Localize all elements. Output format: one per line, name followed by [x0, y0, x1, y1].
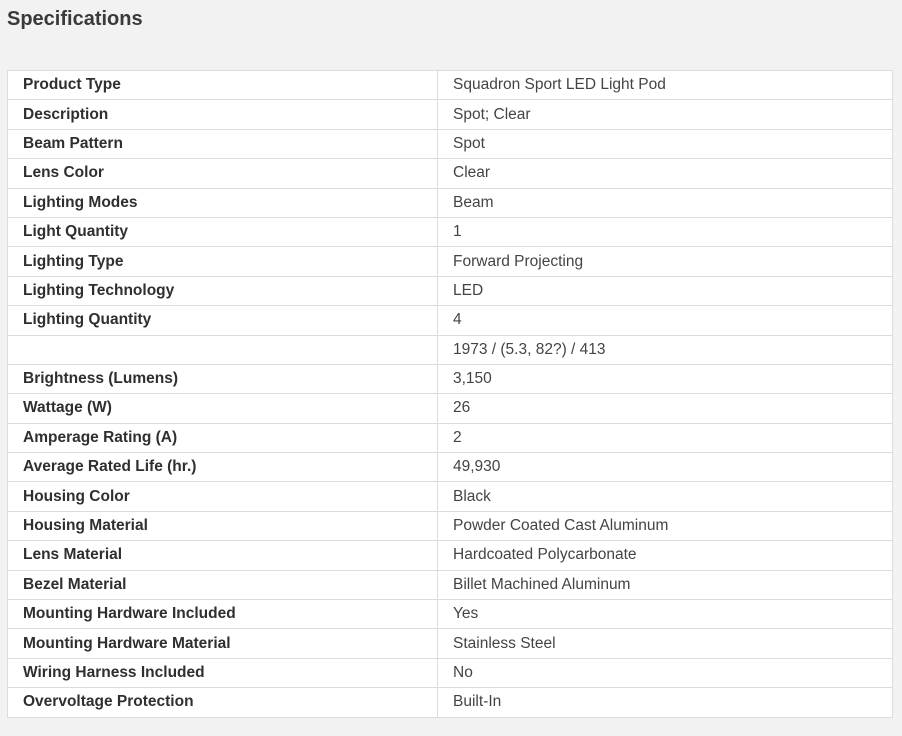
spec-value: Billet Machined Aluminum	[438, 570, 893, 599]
spec-value: Yes	[438, 600, 893, 629]
spec-label	[8, 335, 438, 364]
spec-row	[8, 335, 893, 364]
spec-row	[8, 453, 893, 482]
spec-row	[8, 100, 893, 129]
spec-label: Lighting Modes	[8, 188, 438, 217]
spec-value: Squadron Sport LED Light Pod	[438, 71, 893, 100]
spec-value: 49,930	[438, 453, 893, 482]
spec-value: 3,150	[438, 364, 893, 393]
spec-label: Housing Material	[8, 511, 438, 540]
spec-label: Bezel Material	[8, 570, 438, 599]
specifications-table	[7, 70, 893, 718]
spec-value: LED	[438, 276, 893, 305]
spec-label: Overvoltage Protection	[8, 688, 438, 717]
spec-label: Mounting Hardware Material	[8, 629, 438, 658]
spec-value: Clear	[438, 159, 893, 188]
spec-row	[8, 658, 893, 687]
spec-row	[8, 482, 893, 511]
spec-label: Lighting Type	[8, 247, 438, 276]
page-title: Specifications	[7, 8, 143, 30]
spec-row	[8, 188, 893, 217]
spec-label: Average Rated Life (hr.)	[8, 453, 438, 482]
spec-value: Spot	[438, 129, 893, 158]
spec-value: No	[438, 658, 893, 687]
spec-row	[8, 364, 893, 393]
spec-value: Powder Coated Cast Aluminum	[438, 511, 893, 540]
spec-row	[8, 688, 893, 717]
spec-label: Lens Color	[8, 159, 438, 188]
spec-row	[8, 71, 893, 100]
spec-value: Beam	[438, 188, 893, 217]
spec-label: Wiring Harness Included	[8, 658, 438, 687]
spec-label: Brightness (Lumens)	[8, 364, 438, 393]
spec-value: 1	[438, 217, 893, 246]
spec-row	[8, 217, 893, 246]
spec-row	[8, 247, 893, 276]
spec-row	[8, 511, 893, 540]
spec-label: Lighting Quantity	[8, 306, 438, 335]
spec-row	[8, 394, 893, 423]
spec-value: Black	[438, 482, 893, 511]
spec-label: Wattage (W)	[8, 394, 438, 423]
spec-value: 2	[438, 423, 893, 452]
spec-row	[8, 541, 893, 570]
spec-label: Product Type	[8, 71, 438, 100]
spec-value: Spot; Clear	[438, 100, 893, 129]
spec-row	[8, 600, 893, 629]
spec-label: Beam Pattern	[8, 129, 438, 158]
spec-value: 1973 / (5.3, 82?) / 413	[438, 335, 893, 364]
spec-row	[8, 306, 893, 335]
spec-label: Amperage Rating (A)	[8, 423, 438, 452]
spec-label: Description	[8, 100, 438, 129]
spec-row	[8, 159, 893, 188]
spec-label: Mounting Hardware Included	[8, 600, 438, 629]
spec-value: Forward Projecting	[438, 247, 893, 276]
spec-row	[8, 423, 893, 452]
spec-value: 26	[438, 394, 893, 423]
spec-value: 4	[438, 306, 893, 335]
spec-row	[8, 570, 893, 599]
spec-label: Lens Material	[8, 541, 438, 570]
spec-value: Stainless Steel	[438, 629, 893, 658]
spec-row	[8, 129, 893, 158]
spec-label: Lighting Technology	[8, 276, 438, 305]
spec-row	[8, 276, 893, 305]
spec-value: Built-In	[438, 688, 893, 717]
spec-value: Hardcoated Polycarbonate	[438, 541, 893, 570]
spec-row	[8, 629, 893, 658]
specifications-table-body	[8, 71, 893, 718]
spec-label: Light Quantity	[8, 217, 438, 246]
spec-label: Housing Color	[8, 482, 438, 511]
